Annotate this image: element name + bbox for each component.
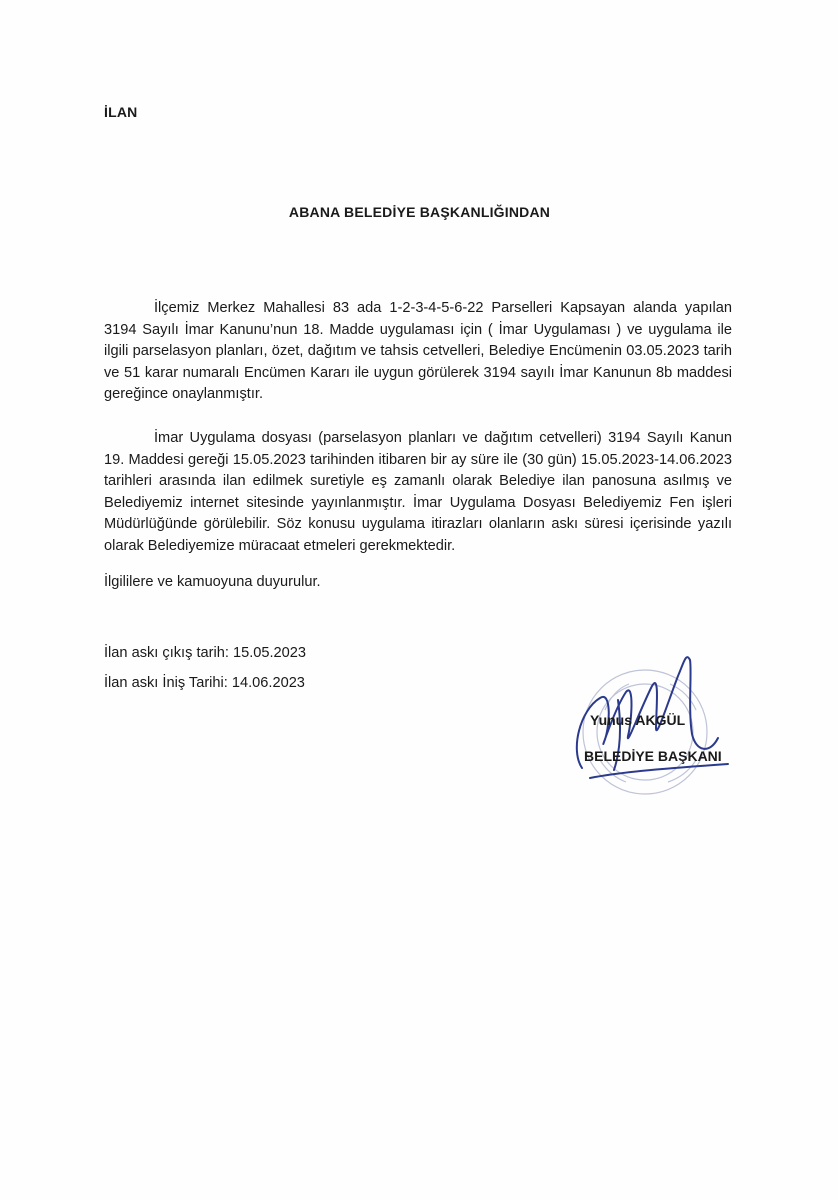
- document-title: ABANA BELEDİYE BAŞKANLIĞINDAN: [288, 204, 551, 220]
- signature-block: [560, 640, 740, 810]
- paragraph-announcement: İmar Uygulama dosyası (parselasyon planları ve dağıtım cetvelleri) 3194 Sayılı Kanun 19. Maddesi gereği 15.05.2023 tarihinden itibaren bir ay süre ile (30 gün) 15.05.2023-14.06.2023 tarihleri arasında ilan edilmek suretiyle eş zamanlı olarak Belediye ilan panosuna asılmış ve Belediyemiz internet sitesinde yayınlanmıştır. İmar Uygulama Dosyası Belediyemiz Fen işleri Müdürlüğünde görülebilir. Söz konusu uygulama itirazları olanların askı süresi içerisinde yazılı olarak Belediyemize müracaat etmeleri gerekmektedir.: [104, 430, 732, 554]
- closing-line: İlgililere ve kamuoyuna duyurulur.: [104, 574, 321, 590]
- signatory-title: BELEDİYE BAŞKANI: [584, 748, 722, 764]
- removed-date: İlan askı İniş Tarihi: 14.06.2023: [104, 675, 305, 691]
- posted-date: İlan askı çıkış tarih: 15.05.2023: [104, 645, 306, 661]
- signatory-name: Yunus AKGÜL: [590, 712, 686, 728]
- posting-dates: [104, 642, 306, 702]
- paragraph-approval: İlçemiz Merkez Mahallesi 83 ada 1-2-3-4-5-6-22 Parselleri Kapsayan alanda yapılan 3194 Sayılı İmar Kanunu’nun 18. Madde uygulaması için ( İmar Uygulaması ) ve uygulama ile ilgili parselasyon planları, özet, dağıtım ve tahsis cetvelleri, Belediye Encümenin 03.05.2023 tarih ve 51 karar numaralı Encümen Kararı ile uygun görülerek 3194 sayılı İmar Kanunun 8b maddesi gereğince onaylanmıştır.: [104, 300, 732, 403]
- notice-label: İLAN: [104, 104, 138, 120]
